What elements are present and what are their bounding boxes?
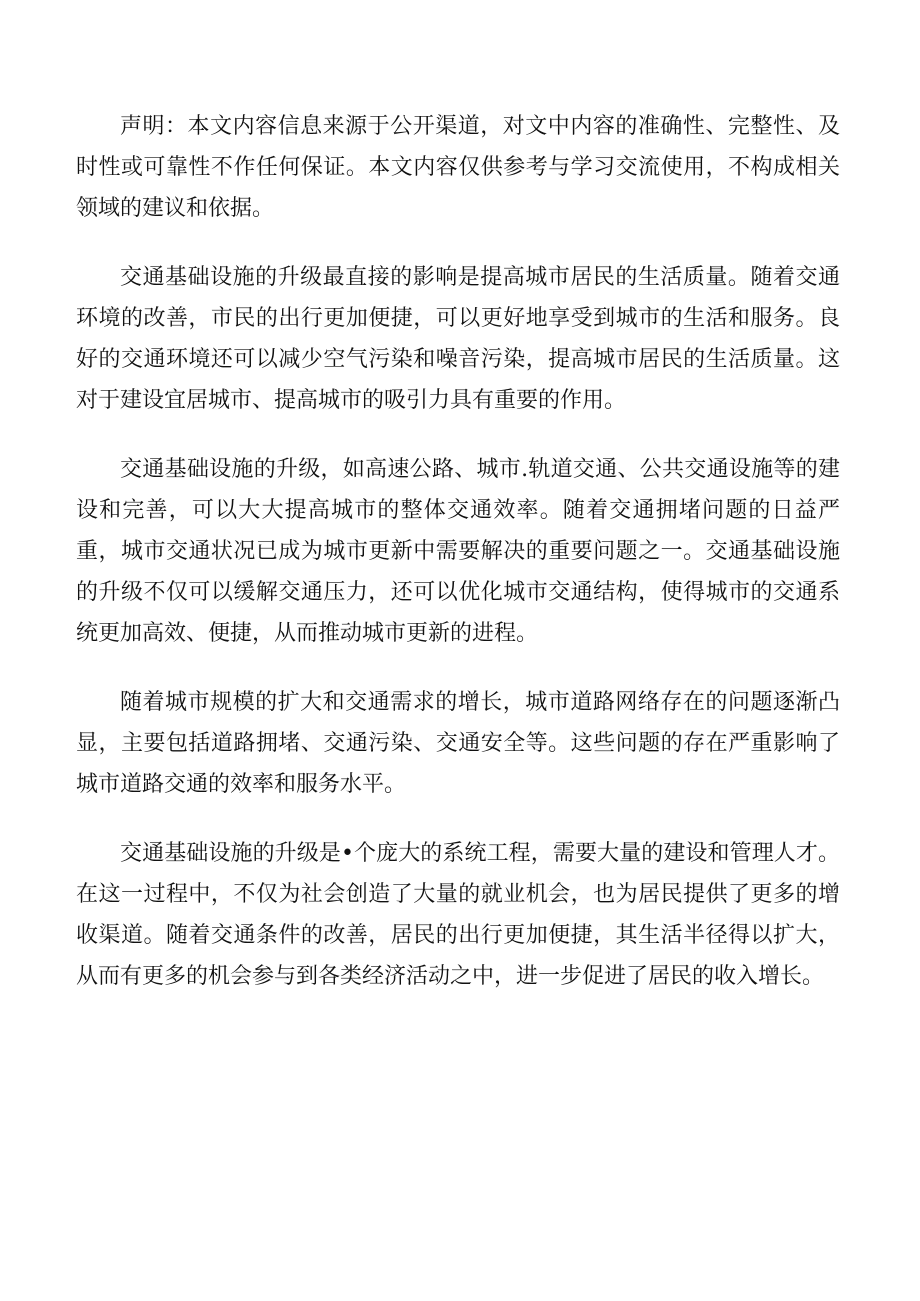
- paragraph-quality-of-life: 交通基础设施的升级最直接的影响是提高城市居民的生活质量。随着交通环境的改善，市民的出行更加便捷，可以更好地享受到城市的生活和服务。良好的交通环境还可以减少空气污染和噪音污染，提高城市居民的生活质量。这对于建设宜居城市、提高城市的吸引力具有重要的作用。: [76, 265, 840, 413]
- paragraph-traffic-efficiency: 交通基础设施的升级，如高速公路、城市.轨道交通、公共交通设施等的建设和完善，可以大大提高城市的整体交通效率。随着交通拥堵问题的日益严重，城市交通状况已成为城市更新中需要解决的重要问题之一。交通基础设施的升级不仅可以缓解交通压力，还可以优化城市交通结构，使得城市的交通系统更加高效、便捷，从而推动城市更新的进程。: [76, 457, 840, 646]
- document-body: [76, 106, 840, 997]
- paragraph-employment-income: 交通基础设施的升级是•个庞大的系统工程，需要大量的建设和管理人才。在这一过程中，不仅为社会创造了大量的就业机会，也为居民提供了更多的增收渠道。随着交通条件的改善，居民的出行更加便捷，其生活半径得以扩大，从而有更多的机会参与到各类经济活动之中，进一步促进了居民的收入增长。: [76, 841, 840, 989]
- disclaimer-paragraph: 声明：本文内容信息来源于公开渠道，对文中内容的准确性、完整性、及时性或可靠性不作任何保证。本文内容仅供参考与学习交流使用，不构成相关领域的建议和依据。: [76, 114, 840, 221]
- paragraph-road-network-issues: 随着城市规模的扩大和交通需求的增长，城市道路网络存在的问题逐渐凸显，主要包括道路拥堵、交通污染、交通安全等。这些问题的存在严重影响了城市道路交通的效率和服务水平。: [76, 690, 840, 797]
